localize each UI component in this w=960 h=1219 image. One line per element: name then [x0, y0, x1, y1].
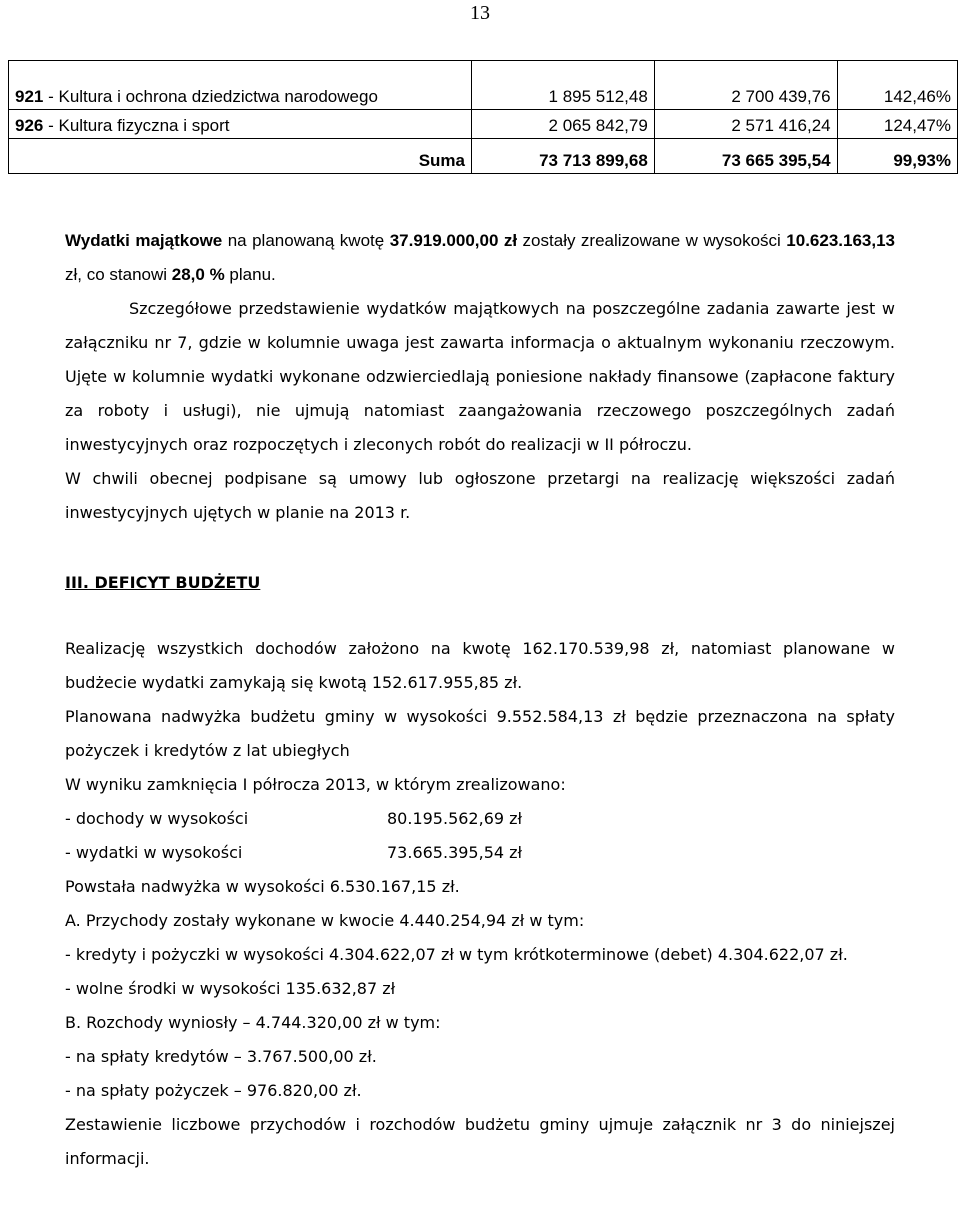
income-label: - dochody w wysokości — [65, 809, 249, 828]
paragraph: B. Rozchody wyniosły – 4.744.320,00 zł w tym: — [65, 1013, 441, 1032]
bold-text: 10.623.163,13 — [786, 231, 895, 250]
table-cell-percent: 124,47% — [837, 110, 957, 139]
table-row — [9, 61, 958, 110]
section-code: 921 — [15, 87, 44, 106]
text: zł, co stanowi — [65, 265, 172, 284]
sum-plan: 73 713 899,68 — [472, 139, 655, 174]
table-row — [9, 110, 958, 139]
paragraph: A. Przychody zostały wykonane w kwocie 4.440.254,94 zł w tym: — [65, 911, 585, 930]
sum-percent: 99,93% — [837, 139, 957, 174]
table-cell-executed: 2 700 439,76 — [654, 61, 837, 110]
budget-table — [8, 60, 958, 174]
bold-text: Wydatki majątkowe — [65, 231, 223, 250]
table-cell-section — [9, 61, 472, 110]
bold-text: 28,0 % — [171, 265, 225, 284]
paragraph: - na spłaty kredytów – 3.767.500,00 zł. — [65, 1047, 377, 1066]
text: na planowaną kwotę — [222, 231, 390, 250]
expenditure-line — [65, 836, 895, 870]
section-code: 926 — [15, 116, 44, 135]
paragraph: Zestawienie liczbowe przychodów i rozchodów budżetu gminy ujmuje załącznik nr 3 do niniejszej informacji. — [65, 1115, 895, 1168]
text: zostały zrealizowane w wysokości — [517, 231, 787, 250]
paragraph: Realizację wszystkich dochodów założono na kwotę 162.170.539,98 zł, natomiast planowane w budżecie wydatki zamykają się kwotą 152.617.955,85 zł. — [65, 639, 895, 692]
text: planu. — [224, 265, 276, 284]
sum-executed: 73 665 395,54 — [654, 139, 837, 174]
table-sum-row — [9, 139, 958, 174]
table-cell-percent: 142,46% — [837, 61, 957, 110]
table-cell-plan: 2 065 842,79 — [472, 110, 655, 139]
document-body — [65, 224, 895, 1176]
income-line — [65, 802, 895, 836]
section-name: - Kultura fizyczna i sport — [43, 116, 230, 135]
capital-expenditure-summary — [65, 224, 895, 292]
section-name: - Kultura i ochrona dziedzictwa narodowego — [43, 87, 378, 106]
income-value: 80.195.562,69 zł — [387, 809, 523, 828]
table-cell-executed: 2 571 416,24 — [654, 110, 837, 139]
paragraph: Planowana nadwyżka budżetu gminy w wysokości 9.552.584,13 zł będzie przeznaczona na spłaty pożyczek i kredytów z lat ubiegłych — [65, 707, 895, 760]
paragraph: W wyniku zamknięcia I półrocza 2013, w którym zrealizowano: — [65, 775, 566, 794]
sum-label: Suma — [9, 139, 472, 174]
paragraph: - kredyty i pożyczki w wysokości 4.304.622,07 zł w tym krótkoterminowe (debet) 4.304.622,07 zł. — [65, 945, 848, 964]
expenditure-value: 73.665.395,54 zł — [387, 843, 523, 862]
paragraph: Powstała nadwyżka w wysokości 6.530.167,15 zł. — [65, 877, 460, 896]
table-cell-section — [9, 110, 472, 139]
expenditure-label: - wydatki w wysokości — [65, 843, 243, 862]
paragraph: Szczegółowe przedstawienie wydatków majątkowych na poszczególne zadania zawarte jest w załączniku nr 7, gdzie w kolumnie uwaga jest zawarta informacja o aktualnym wykonaniu rzeczowym. Ujęte w kolumnie wydatki wykonane odzwierciedlają poniesione nakłady finansowe (zapłacone faktury za roboty i usługi), nie ujmują natomiast zaangażowania rzeczowego poszczególnych zadań inwestycyjnych oraz rozpoczętych i zleconych robót do realizacji w II półroczu. — [65, 299, 895, 454]
paragraph: - wolne środki w wysokości 135.632,87 zł — [65, 979, 396, 998]
paragraph: - na spłaty pożyczek – 976.820,00 zł. — [65, 1081, 362, 1100]
table-cell-plan: 1 895 512,48 — [472, 61, 655, 110]
paragraph: W chwili obecnej podpisane są umowy lub ogłoszone przetargi na realizację większości zadań inwestycyjnych ujętych w planie na 2013 r. — [65, 469, 895, 522]
section-heading: III. DEFICYT BUDŻETU — [65, 573, 261, 592]
page-number: 13 — [470, 2, 490, 24]
bold-text: 37.919.000,00 zł — [389, 231, 518, 250]
